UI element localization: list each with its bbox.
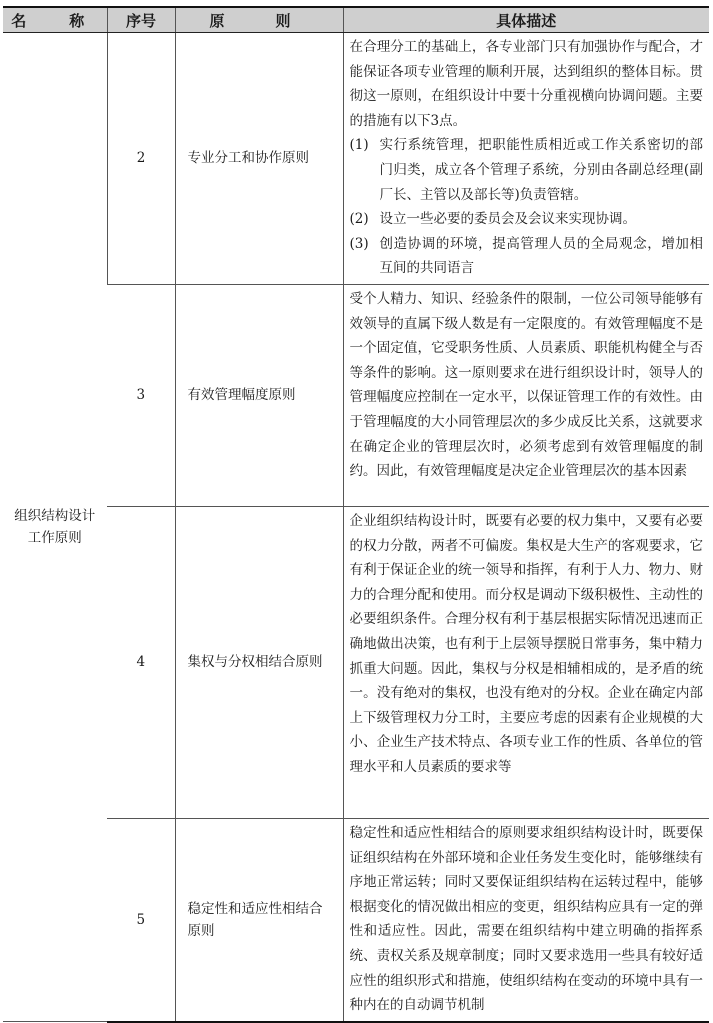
group-name-cell: 组织结构设计工作原则 bbox=[3, 33, 107, 1022]
row-principle: 有效管理幅度原则 bbox=[175, 284, 343, 506]
principles-table bbox=[3, 6, 709, 1023]
description-paragraph: 稳定性和适应性相结合的原则要求组织结构设计时，既要保证组织结构在外部环境和企业任务发生变化时，能够继续有序地正常运转；同时又要保证组织结构在运转过程中，能够根据变化的情况做出相应的变更，组织结构应具有一定的弹性和适应性。因此，需要在组织结构中建立明确的指挥系统、责权关系及规章制度；同时又要求选用一些具有较好适应性的组织形式和措施，使组织结构在变动的环境中具有一种内在的自动调节机制 bbox=[349, 824, 703, 1014]
list-item-label: (2) bbox=[349, 211, 369, 228]
row-description bbox=[343, 33, 709, 285]
row-index: 5 bbox=[107, 818, 175, 1021]
list-item-label: (3) bbox=[349, 235, 369, 252]
row-principle: 稳定性和适应性相结合原则 bbox=[175, 818, 343, 1021]
list-item-text: 创造协调的环境，提高管理人员的全局观念，增加相互间的共同语言 bbox=[379, 235, 703, 277]
row-principle: 专业分工和协作原则 bbox=[175, 33, 343, 285]
header-index: 序号 bbox=[107, 7, 175, 33]
row-index: 2 bbox=[107, 33, 175, 285]
list-item bbox=[350, 207, 704, 232]
table-row bbox=[3, 506, 709, 818]
list-item-label: (1) bbox=[349, 137, 369, 154]
description-paragraph: 在合理分工的基础上，各专业部门只有加强协作与配合，才能保证各项专业管理的顺利开展，达到组织的整体目标。贯彻这一原则，在组织设计中要十分重视横向协调问题。主要的措施有以下3点。 bbox=[349, 39, 703, 129]
header-principle: 原 则 bbox=[175, 7, 343, 33]
table-row bbox=[3, 33, 709, 285]
header-description: 具体描述 bbox=[343, 7, 709, 33]
table-row bbox=[3, 818, 709, 1021]
row-index: 3 bbox=[107, 284, 175, 506]
list-item-text: 实行系统管理，把职能性质相近或工作关系密切的部门归类，成立各个管理子系统，分别由各副总经理(副厂长、主管以及部长等)负责管辖。 bbox=[379, 137, 703, 203]
row-description bbox=[343, 284, 709, 506]
row-principle: 集权与分权相结合原则 bbox=[175, 506, 343, 818]
table-row bbox=[3, 284, 709, 506]
row-description bbox=[343, 506, 709, 818]
description-paragraph: 受个人精力、知识、经验条件的限制，一位公司领导能够有效领导的直属下级人数是有一定限度的。有效管理幅度不是一个固定值，它受职务性质、人员素质、职能机构健全与否等条件的影响。这一原则要求在进行组织设计时，领导人的管理幅度应控制在一定水平，以保证管理工作的有效性。由于管理幅度的大小同管理层次的多少成反比关系，这就要求在确定企业的管理层次时，必须考虑到有效管理幅度的制约。因此，有效管理幅度是决定企业管理层次的基本因素 bbox=[349, 290, 703, 480]
row-index: 4 bbox=[107, 506, 175, 818]
header-name: 名 称 bbox=[3, 7, 107, 33]
list-item bbox=[350, 133, 704, 207]
list-item bbox=[350, 232, 704, 281]
row-description bbox=[343, 818, 709, 1021]
description-paragraph: 企业组织结构设计时，既要有必要的权力集中，又要有必要的权力分散，两者不可偏废。集权是大生产的客观要求，它有利于保证企业的统一领导和指挥，有利于人力、物力、财力的合理分配和使用。而分权是调动下级积极性、主动性的必要组织条件。合理分权有利于基层根据实际情况迅速而正确地做出决策，也有利于上层领导摆脱日常事务，集中精力抓重大问题。因此，集权与分权是相辅相成的，是矛盾的统一。没有绝对的集权，也没有绝对的分权。企业在确定内部上下级管理权力分工时，主要应考虑的因素有企业规模的大小、企业生产技术特点、各项专业工作的性质、各单位的管理水平和人员素质的要求等 bbox=[349, 512, 703, 775]
list-item-text: 设立一些必要的委员会及会议来实现协调。 bbox=[379, 211, 636, 228]
header-row bbox=[3, 7, 709, 33]
